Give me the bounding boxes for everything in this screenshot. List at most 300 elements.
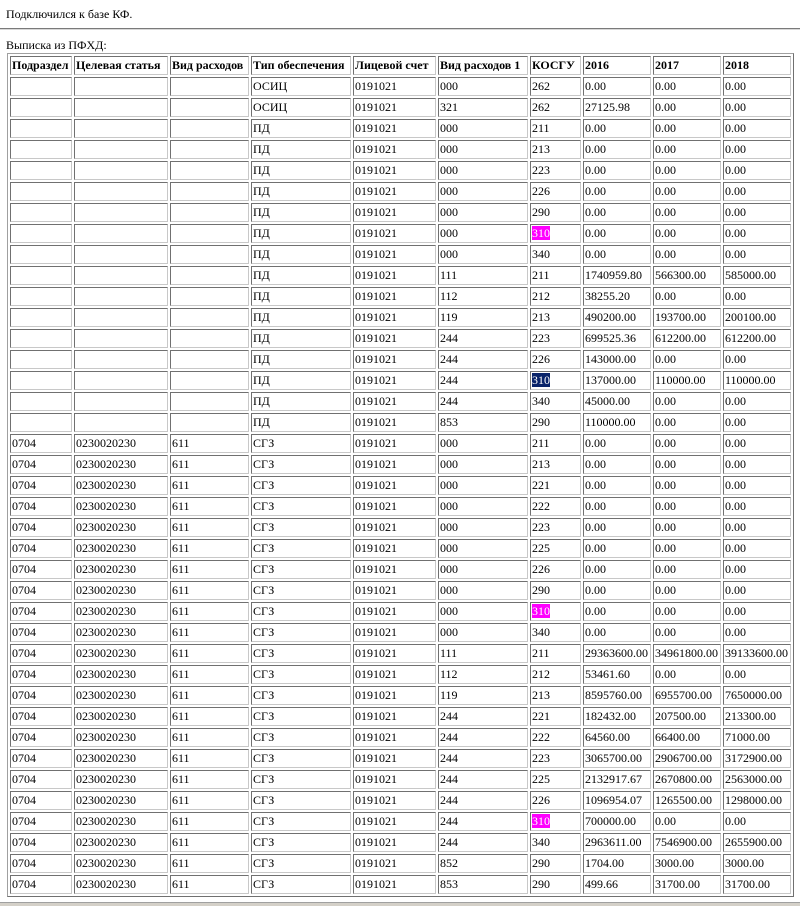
cell-year-2018: 0.00 xyxy=(723,245,791,264)
table-row xyxy=(10,833,791,852)
cell-expense-type-1: 244 xyxy=(438,791,528,810)
cell-expense-type: 611 xyxy=(170,686,249,705)
table-row xyxy=(10,392,791,411)
table-row xyxy=(10,623,791,642)
cell-expense-type-1: 244 xyxy=(438,371,528,390)
cell-kosgu xyxy=(530,812,581,831)
cell-year-2017: 0.00 xyxy=(653,350,721,369)
cell-provision-type: ПД xyxy=(251,371,351,390)
cell-target-article: 0230020230 xyxy=(74,476,168,495)
cell-expense-type-1: 000 xyxy=(438,518,528,537)
cell-expense-type: 611 xyxy=(170,623,249,642)
cell-year-2018: 1298000.00 xyxy=(723,791,791,810)
cell-year-2017: 34961800.00 xyxy=(653,644,721,663)
cell-account: 0191021 xyxy=(353,686,436,705)
cell-year-2018: 0.00 xyxy=(723,350,791,369)
cell-provision-type: ПД xyxy=(251,308,351,327)
cell-expense-type-1: 244 xyxy=(438,770,528,789)
cell-target-article: 0230020230 xyxy=(74,434,168,453)
cell-year-2017: 207500.00 xyxy=(653,707,721,726)
cell-kosgu: 226 xyxy=(530,560,581,579)
column-header-subdivision: Подраздел xyxy=(10,56,72,75)
cell-expense-type-1: 000 xyxy=(438,140,528,159)
cell-year-2018: 0.00 xyxy=(723,560,791,579)
cell-year-2017: 1265500.00 xyxy=(653,791,721,810)
table-row xyxy=(10,791,791,810)
cell-year-2017: 193700.00 xyxy=(653,308,721,327)
cell-year-2018: 0.00 xyxy=(723,140,791,159)
cell-year-2016: 110000.00 xyxy=(583,413,651,432)
cell-year-2017: 0.00 xyxy=(653,539,721,558)
cell-year-2016: 64560.00 xyxy=(583,728,651,747)
cell-subdivision: 0704 xyxy=(10,539,72,558)
cell-year-2018: 0.00 xyxy=(723,602,791,621)
cell-expense-type-1: 853 xyxy=(438,413,528,432)
cell-account: 0191021 xyxy=(353,749,436,768)
cell-expense-type: 611 xyxy=(170,455,249,474)
cell-kosgu: 222 xyxy=(530,497,581,516)
cell-provision-type: СГЗ xyxy=(251,518,351,537)
cell-year-2017: 0.00 xyxy=(653,98,721,117)
cell-year-2018: 0.00 xyxy=(723,287,791,306)
cell-subdivision xyxy=(10,350,72,369)
cell-account: 0191021 xyxy=(353,581,436,600)
cell-kosgu: 225 xyxy=(530,770,581,789)
cell-year-2016: 0.00 xyxy=(583,203,651,222)
cell-year-2017: 0.00 xyxy=(653,497,721,516)
column-header-provision-type: Тип обеспечения xyxy=(251,56,351,75)
cell-year-2017: 0.00 xyxy=(653,161,721,180)
cell-subdivision: 0704 xyxy=(10,791,72,810)
cell-expense-type-1: 000 xyxy=(438,581,528,600)
window-bottom-edge xyxy=(0,902,800,906)
cell-target-article: 0230020230 xyxy=(74,539,168,558)
cell-expense-type-1: 000 xyxy=(438,560,528,579)
cell-year-2017: 566300.00 xyxy=(653,266,721,285)
cell-year-2018: 585000.00 xyxy=(723,266,791,285)
cell-subdivision xyxy=(10,224,72,243)
cell-expense-type xyxy=(170,224,249,243)
cell-year-2016: 0.00 xyxy=(583,224,651,243)
cell-year-2018: 0.00 xyxy=(723,161,791,180)
cell-subdivision xyxy=(10,308,72,327)
cell-kosgu: 226 xyxy=(530,182,581,201)
column-header-year-2018: 2018 xyxy=(723,56,791,75)
selected-text-highlight: 310 xyxy=(532,373,550,387)
cell-expense-type-1: 244 xyxy=(438,833,528,852)
cell-account: 0191021 xyxy=(353,476,436,495)
cell-subdivision: 0704 xyxy=(10,854,72,873)
cell-subdivision xyxy=(10,266,72,285)
search-highlight: 310 xyxy=(532,604,550,618)
cell-year-2018: 0.00 xyxy=(723,182,791,201)
cell-year-2018: 0.00 xyxy=(723,476,791,495)
cell-expense-type xyxy=(170,119,249,138)
cell-year-2016: 2963611.00 xyxy=(583,833,651,852)
cell-provision-type: ПД xyxy=(251,203,351,222)
cell-expense-type-1: 112 xyxy=(438,665,528,684)
cell-year-2017: 0.00 xyxy=(653,245,721,264)
cell-year-2018: 0.00 xyxy=(723,455,791,474)
cell-expense-type-1: 111 xyxy=(438,644,528,663)
cell-year-2018: 31700.00 xyxy=(723,875,791,894)
cell-year-2016: 2132917.67 xyxy=(583,770,651,789)
cell-year-2018: 0.00 xyxy=(723,98,791,117)
cell-year-2017: 0.00 xyxy=(653,434,721,453)
cell-account: 0191021 xyxy=(353,308,436,327)
cell-expense-type xyxy=(170,245,249,264)
cell-kosgu: 212 xyxy=(530,665,581,684)
cell-target-article xyxy=(74,371,168,390)
cell-target-article xyxy=(74,350,168,369)
cell-kosgu: 290 xyxy=(530,581,581,600)
column-header-year-2017: 2017 xyxy=(653,56,721,75)
cell-account: 0191021 xyxy=(353,371,436,390)
cell-target-article: 0230020230 xyxy=(74,455,168,474)
cell-kosgu: 213 xyxy=(530,455,581,474)
cell-account: 0191021 xyxy=(353,161,436,180)
cell-year-2016: 45000.00 xyxy=(583,392,651,411)
cell-target-article xyxy=(74,308,168,327)
cell-year-2018: 0.00 xyxy=(723,392,791,411)
cell-year-2018: 0.00 xyxy=(723,497,791,516)
cell-account: 0191021 xyxy=(353,539,436,558)
cell-expense-type: 611 xyxy=(170,560,249,579)
cell-target-article: 0230020230 xyxy=(74,581,168,600)
cell-target-article: 0230020230 xyxy=(74,560,168,579)
cell-expense-type xyxy=(170,287,249,306)
cell-year-2016: 0.00 xyxy=(583,245,651,264)
cell-subdivision: 0704 xyxy=(10,434,72,453)
pfhd-table xyxy=(7,53,794,897)
cell-account: 0191021 xyxy=(353,245,436,264)
cell-provision-type: ПД xyxy=(251,266,351,285)
table-row xyxy=(10,854,791,873)
cell-expense-type xyxy=(170,266,249,285)
cell-subdivision xyxy=(10,392,72,411)
cell-expense-type-1: 000 xyxy=(438,602,528,621)
cell-target-article xyxy=(74,245,168,264)
cell-target-article: 0230020230 xyxy=(74,665,168,684)
cell-provision-type: ПД xyxy=(251,119,351,138)
cell-year-2016: 38255.20 xyxy=(583,287,651,306)
cell-year-2016: 0.00 xyxy=(583,140,651,159)
cell-target-article xyxy=(74,161,168,180)
cell-subdivision xyxy=(10,98,72,117)
cell-expense-type-1: 000 xyxy=(438,497,528,516)
cell-subdivision: 0704 xyxy=(10,560,72,579)
cell-year-2016: 0.00 xyxy=(583,476,651,495)
table-row xyxy=(10,560,791,579)
table-row xyxy=(10,434,791,453)
cell-target-article xyxy=(74,266,168,285)
cell-account: 0191021 xyxy=(353,728,436,747)
cell-provision-type: ОСИЦ xyxy=(251,98,351,117)
cell-subdivision xyxy=(10,245,72,264)
cell-account: 0191021 xyxy=(353,98,436,117)
table-row xyxy=(10,686,791,705)
cell-expense-type-1: 000 xyxy=(438,77,528,96)
cell-provision-type: ПД xyxy=(251,287,351,306)
cell-year-2017: 0.00 xyxy=(653,77,721,96)
table-row xyxy=(10,224,791,243)
cell-year-2018: 7650000.00 xyxy=(723,686,791,705)
cell-expense-type: 611 xyxy=(170,581,249,600)
cell-expense-type-1: 244 xyxy=(438,812,528,831)
cell-year-2017: 0.00 xyxy=(653,224,721,243)
cell-year-2016: 700000.00 xyxy=(583,812,651,831)
cell-year-2017: 0.00 xyxy=(653,518,721,537)
cell-target-article: 0230020230 xyxy=(74,728,168,747)
cell-expense-type: 611 xyxy=(170,497,249,516)
cell-year-2016: 0.00 xyxy=(583,623,651,642)
cell-subdivision xyxy=(10,161,72,180)
cell-year-2018: 0.00 xyxy=(723,665,791,684)
cell-expense-type-1: 000 xyxy=(438,224,528,243)
cell-target-article: 0230020230 xyxy=(74,497,168,516)
cell-provision-type: ПД xyxy=(251,182,351,201)
cell-year-2017: 0.00 xyxy=(653,182,721,201)
cell-expense-type xyxy=(170,182,249,201)
cell-expense-type: 611 xyxy=(170,539,249,558)
cell-expense-type-1: 000 xyxy=(438,455,528,474)
cell-kosgu: 221 xyxy=(530,476,581,495)
cell-year-2018: 0.00 xyxy=(723,518,791,537)
table-row xyxy=(10,182,791,201)
column-header-account: Лицевой счет xyxy=(353,56,436,75)
cell-expense-type-1: 119 xyxy=(438,686,528,705)
cell-year-2016: 490200.00 xyxy=(583,308,651,327)
cell-subdivision: 0704 xyxy=(10,812,72,831)
cell-provision-type: СГЗ xyxy=(251,728,351,747)
extract-caption: Выписка из ПФХД: xyxy=(6,38,107,52)
cell-expense-type: 611 xyxy=(170,518,249,537)
cell-year-2016: 0.00 xyxy=(583,497,651,516)
table-row xyxy=(10,665,791,684)
cell-target-article xyxy=(74,182,168,201)
cell-kosgu: 213 xyxy=(530,686,581,705)
cell-kosgu: 211 xyxy=(530,119,581,138)
cell-target-article xyxy=(74,224,168,243)
cell-year-2016: 0.00 xyxy=(583,602,651,621)
cell-year-2017: 0.00 xyxy=(653,413,721,432)
cell-subdivision: 0704 xyxy=(10,833,72,852)
table-row xyxy=(10,812,791,831)
cell-year-2016: 8595760.00 xyxy=(583,686,651,705)
cell-year-2016: 0.00 xyxy=(583,434,651,453)
cell-expense-type-1: 000 xyxy=(438,539,528,558)
cell-kosgu: 226 xyxy=(530,350,581,369)
table-row xyxy=(10,77,791,96)
cell-target-article: 0230020230 xyxy=(74,686,168,705)
cell-account: 0191021 xyxy=(353,392,436,411)
cell-year-2018: 0.00 xyxy=(723,581,791,600)
cell-expense-type: 611 xyxy=(170,644,249,663)
cell-year-2017: 0.00 xyxy=(653,560,721,579)
cell-expense-type: 611 xyxy=(170,476,249,495)
cell-year-2016: 1096954.07 xyxy=(583,791,651,810)
cell-year-2018: 0.00 xyxy=(723,539,791,558)
cell-kosgu: 290 xyxy=(530,854,581,873)
cell-account: 0191021 xyxy=(353,434,436,453)
table-row xyxy=(10,308,791,327)
cell-subdivision: 0704 xyxy=(10,686,72,705)
cell-provision-type: СГЗ xyxy=(251,644,351,663)
cell-account: 0191021 xyxy=(353,770,436,789)
cell-year-2016: 0.00 xyxy=(583,119,651,138)
cell-year-2017: 3000.00 xyxy=(653,854,721,873)
cell-kosgu: 340 xyxy=(530,833,581,852)
cell-subdivision xyxy=(10,140,72,159)
cell-expense-type-1: 000 xyxy=(438,245,528,264)
cell-subdivision: 0704 xyxy=(10,518,72,537)
cell-subdivision xyxy=(10,287,72,306)
cell-expense-type: 611 xyxy=(170,791,249,810)
cell-target-article xyxy=(74,392,168,411)
cell-expense-type-1: 000 xyxy=(438,203,528,222)
cell-year-2016: 143000.00 xyxy=(583,350,651,369)
cell-subdivision: 0704 xyxy=(10,602,72,621)
cell-provision-type: СГЗ xyxy=(251,833,351,852)
cell-account: 0191021 xyxy=(353,854,436,873)
cell-expense-type xyxy=(170,203,249,222)
cell-kosgu xyxy=(530,224,581,243)
table-row xyxy=(10,413,791,432)
table-row xyxy=(10,98,791,117)
cell-kosgu: 226 xyxy=(530,791,581,810)
cell-year-2018: 0.00 xyxy=(723,119,791,138)
cell-year-2016: 0.00 xyxy=(583,581,651,600)
cell-account: 0191021 xyxy=(353,287,436,306)
table-row xyxy=(10,581,791,600)
cell-subdivision xyxy=(10,413,72,432)
cell-account: 0191021 xyxy=(353,182,436,201)
cell-expense-type-1: 853 xyxy=(438,875,528,894)
cell-year-2017: 2906700.00 xyxy=(653,749,721,768)
cell-subdivision xyxy=(10,77,72,96)
table-row xyxy=(10,350,791,369)
cell-year-2017: 110000.00 xyxy=(653,371,721,390)
table-header-row xyxy=(10,56,791,75)
cell-provision-type: СГЗ xyxy=(251,875,351,894)
horizontal-rule xyxy=(0,28,800,30)
cell-account: 0191021 xyxy=(353,875,436,894)
cell-year-2016: 0.00 xyxy=(583,182,651,201)
cell-subdivision xyxy=(10,329,72,348)
cell-account: 0191021 xyxy=(353,140,436,159)
cell-year-2018: 2655900.00 xyxy=(723,833,791,852)
cell-year-2016: 27125.98 xyxy=(583,98,651,117)
cell-account: 0191021 xyxy=(353,329,436,348)
cell-kosgu: 221 xyxy=(530,707,581,726)
cell-provision-type: СГЗ xyxy=(251,455,351,474)
cell-account: 0191021 xyxy=(353,665,436,684)
cell-account: 0191021 xyxy=(353,602,436,621)
cell-target-article: 0230020230 xyxy=(74,791,168,810)
cell-kosgu: 211 xyxy=(530,644,581,663)
table-row xyxy=(10,518,791,537)
cell-expense-type: 611 xyxy=(170,749,249,768)
cell-expense-type xyxy=(170,329,249,348)
table-row xyxy=(10,749,791,768)
cell-kosgu: 212 xyxy=(530,287,581,306)
cell-target-article: 0230020230 xyxy=(74,602,168,621)
cell-provision-type: СГЗ xyxy=(251,665,351,684)
column-header-target-article: Целевая статья xyxy=(74,56,168,75)
cell-account: 0191021 xyxy=(353,203,436,222)
cell-year-2016: 0.00 xyxy=(583,161,651,180)
cell-year-2016: 0.00 xyxy=(583,77,651,96)
cell-year-2018: 200100.00 xyxy=(723,308,791,327)
cell-expense-type: 611 xyxy=(170,770,249,789)
cell-target-article xyxy=(74,119,168,138)
cell-expense-type xyxy=(170,371,249,390)
cell-account: 0191021 xyxy=(353,707,436,726)
cell-expense-type-1: 000 xyxy=(438,434,528,453)
cell-account: 0191021 xyxy=(353,497,436,516)
cell-provision-type: СГЗ xyxy=(251,539,351,558)
table-row xyxy=(10,140,791,159)
cell-provision-type: ПД xyxy=(251,224,351,243)
cell-provision-type: СГЗ xyxy=(251,560,351,579)
cell-subdivision: 0704 xyxy=(10,875,72,894)
cell-kosgu: 211 xyxy=(530,434,581,453)
cell-year-2017: 6955700.00 xyxy=(653,686,721,705)
cell-provision-type: СГЗ xyxy=(251,854,351,873)
cell-provision-type: СГЗ xyxy=(251,770,351,789)
cell-year-2017: 0.00 xyxy=(653,392,721,411)
cell-kosgu: 290 xyxy=(530,875,581,894)
cell-target-article xyxy=(74,140,168,159)
cell-kosgu: 340 xyxy=(530,392,581,411)
cell-kosgu: 213 xyxy=(530,140,581,159)
cell-year-2018: 2563000.00 xyxy=(723,770,791,789)
cell-provision-type: СГЗ xyxy=(251,497,351,516)
cell-year-2017: 0.00 xyxy=(653,455,721,474)
cell-year-2016: 137000.00 xyxy=(583,371,651,390)
cell-provision-type: ПД xyxy=(251,413,351,432)
table-row xyxy=(10,539,791,558)
cell-subdivision: 0704 xyxy=(10,497,72,516)
cell-subdivision: 0704 xyxy=(10,707,72,726)
cell-year-2018: 0.00 xyxy=(723,812,791,831)
cell-target-article: 0230020230 xyxy=(74,623,168,642)
cell-expense-type-1: 244 xyxy=(438,707,528,726)
cell-account: 0191021 xyxy=(353,623,436,642)
cell-expense-type xyxy=(170,140,249,159)
table-row xyxy=(10,728,791,747)
cell-year-2016: 1704.00 xyxy=(583,854,651,873)
cell-target-article: 0230020230 xyxy=(74,854,168,873)
cell-year-2017: 0.00 xyxy=(653,812,721,831)
column-header-year-2016: 2016 xyxy=(583,56,651,75)
cell-kosgu: 222 xyxy=(530,728,581,747)
cell-expense-type-1: 244 xyxy=(438,728,528,747)
cell-subdivision: 0704 xyxy=(10,581,72,600)
cell-kosgu: 262 xyxy=(530,77,581,96)
cell-year-2018: 612200.00 xyxy=(723,329,791,348)
cell-provision-type: ПД xyxy=(251,140,351,159)
cell-kosgu: 213 xyxy=(530,308,581,327)
cell-year-2018: 3172900.00 xyxy=(723,749,791,768)
cell-kosgu: 223 xyxy=(530,749,581,768)
cell-expense-type-1: 000 xyxy=(438,623,528,642)
cell-account: 0191021 xyxy=(353,266,436,285)
cell-year-2018: 39133600.00 xyxy=(723,644,791,663)
table-row xyxy=(10,770,791,789)
cell-provision-type: СГЗ xyxy=(251,602,351,621)
cell-provision-type: СГЗ xyxy=(251,476,351,495)
